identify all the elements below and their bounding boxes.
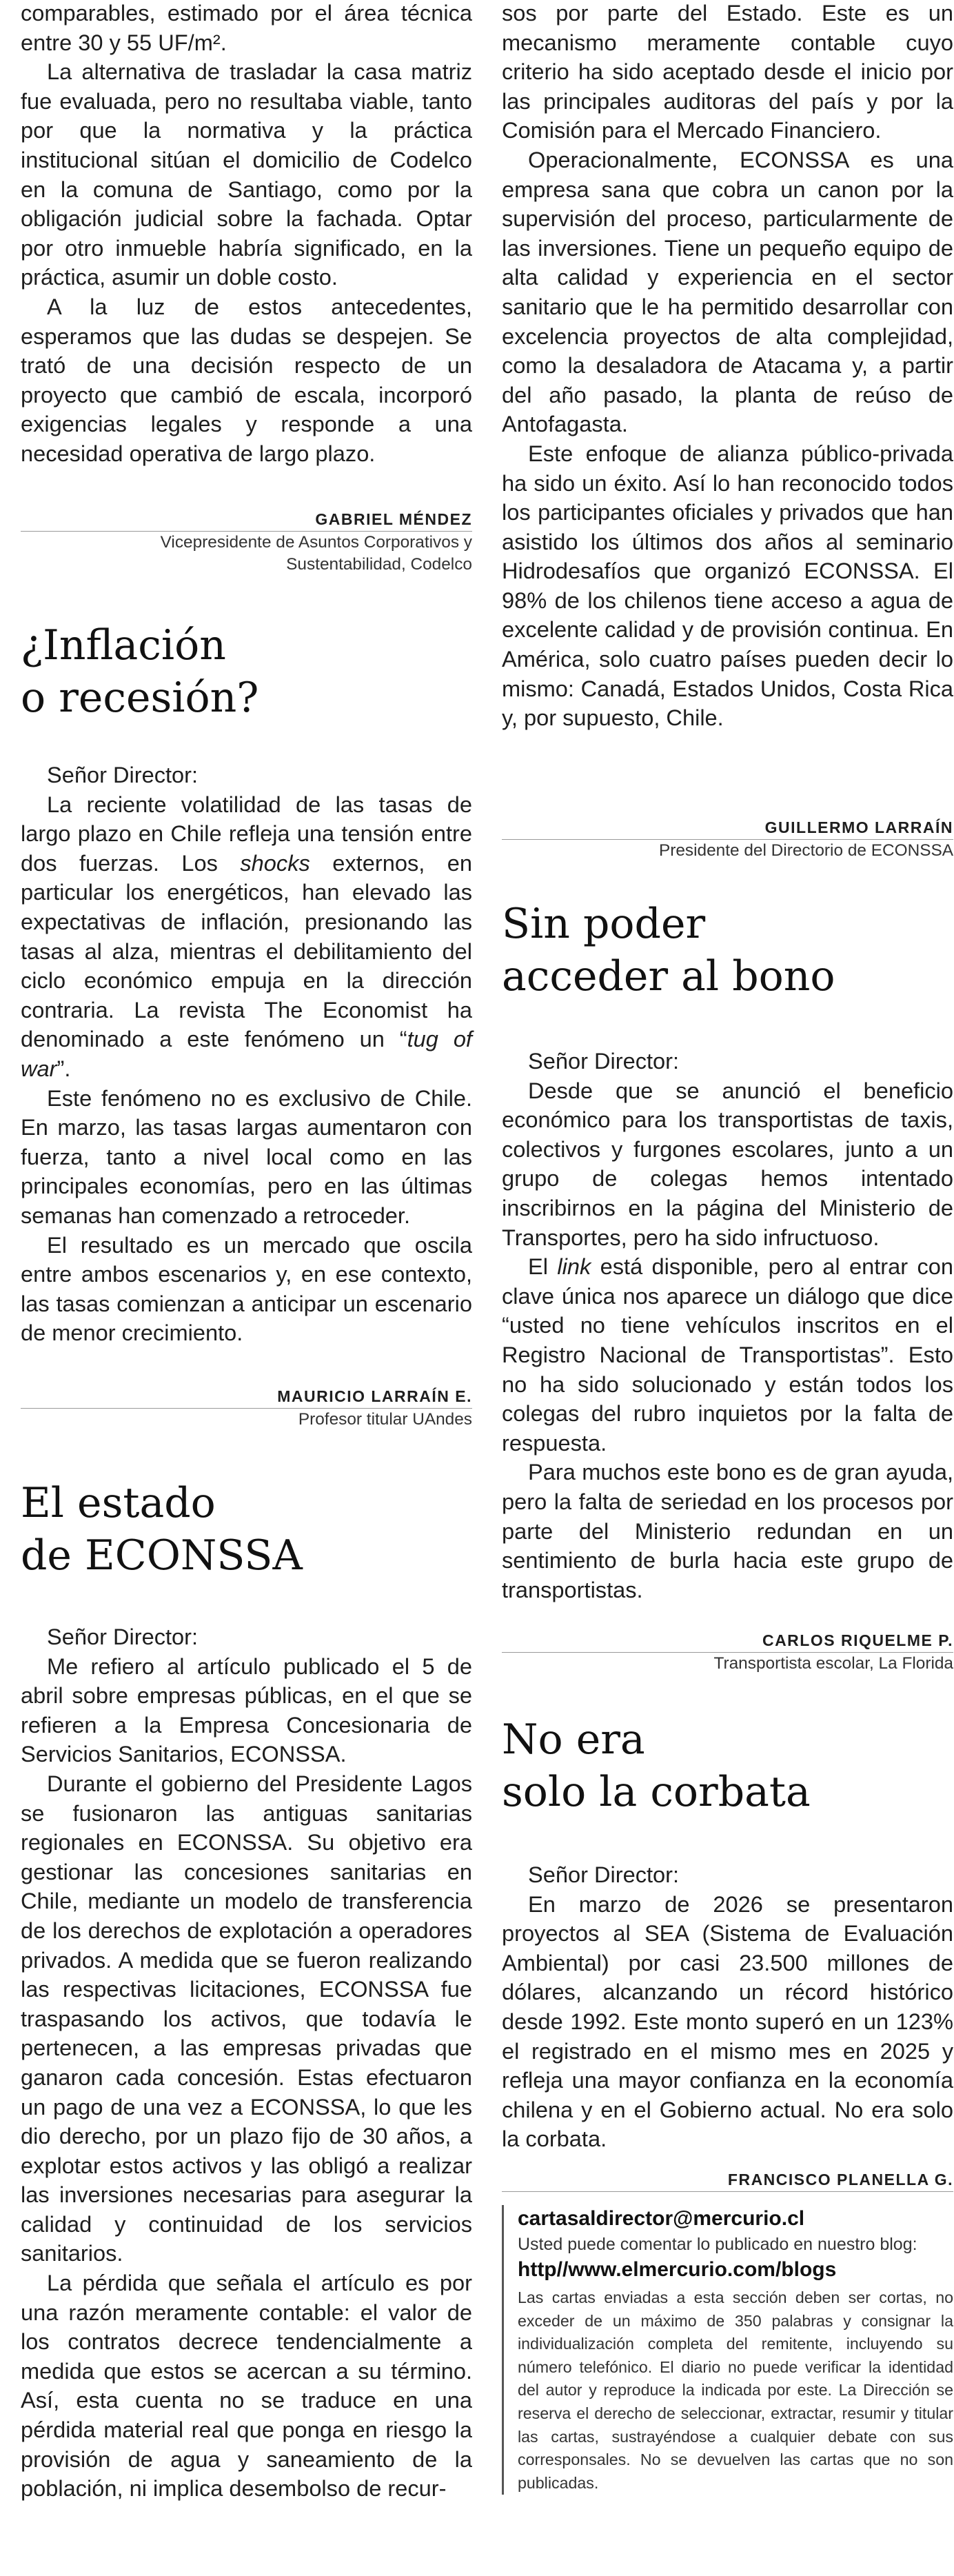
headline-line: El estado: [21, 1479, 216, 1527]
inflation-headline: [21, 619, 472, 724]
headline-line: No era: [502, 1715, 645, 1764]
headline-line: Sin poder: [502, 900, 706, 948]
econssa-continued-body: [502, 0, 953, 733]
econssa-paragraph: sos por parte del Estado. Este es un mecanismo meramente contable cuyo criterio ha sido aceptado desde el inicio por las principales auditoras del país y por la Comisión para el Mercado Financiero.: [502, 0, 953, 143]
headline-line: solo la corbata: [502, 1768, 811, 1816]
bono-letter-signature: [502, 1630, 953, 1675]
econssa-paragraph: Este enfoque de alianza público-privada ha sido un éxito. Así lo han reconocido todos los participantes oficiales y privados que han asistido los últimos dos años al seminario Hidrodesafíos que organizó ECONSSA. El 98% de los chilenos tiene acceso a agua de excelente calidad y de provisión continua. En América, solo cuatro países pueden decir lo mismo: Canadá, Estados Unidos, Costa Rica y, por supuesto, Chile.: [502, 440, 953, 731]
corbata-letter-body: [502, 1860, 953, 2154]
signature-divider: [502, 2191, 953, 2192]
letters-contact-box: [502, 2205, 953, 2495]
econssa-paragraph: Me refiero al artículo publicado el 5 de abril sobre empresas públicas, en el que se refieren a la Empresa Concesionaria de Servicios Sanitarios, ECONSSA.: [21, 1653, 472, 1767]
signature-name: GABRIEL MÉNDEZ: [315, 510, 472, 528]
signature-name: CARLOS RIQUELME P.: [762, 1631, 953, 1649]
bono-paragraph: [502, 1252, 953, 1458]
letters-rules-text: Las cartas enviadas a esta sección deben ser cortas, no exceder de un máximo de 350 palabras y consignar la individualización completa del remitente, incluyendo su número telefónico. El diario no puede verificar la identidad del autor y reproduce la indicada por este. La Dirección se reserva el derecho de seleccionar, extractar, resumir y titular las cartas, sustrayéndose a cualquier debate con sus corresponsales. No se devuelven las cartas que no son publicadas.: [518, 2288, 953, 2492]
letter-greeting: Señor Director:: [47, 762, 199, 787]
blog-url-link[interactable]: http//www.elmercurio.com/blogs: [518, 2258, 837, 2281]
inflation-paragraph: Este fenómeno no es exclusivo de Chile. En marzo, las tasas largas aumentaron con fuerza, tanto a nivel local como en las principales economías, pero en las últimas semanas han comenzado a retroceder.: [21, 1085, 472, 1228]
signature-role: Transportista escolar, La Florida: [713, 1654, 953, 1673]
signature-role: Vicepresidente de Asuntos Corporativos y: [160, 533, 472, 552]
econssa-letter-body: [21, 1622, 472, 2504]
econssa-paragraph: La pérdida que señala el artículo es por una razón meramente contable: el valor de los contratos decrece tendencialmente a medida que estos se acercan a su término. Así, esta cuenta no se traduce en una pérdida material real que ponga en riesgo la provisión de agua y saneamiento de la población, ni implica desembolso de recur-: [21, 2270, 472, 2502]
inflation-letter-body: [21, 761, 472, 1348]
text-run: El: [528, 1254, 558, 1280]
econssa-paragraph: Durante el gobierno del Presidente Lagos se fusionaron las antiguas sanitarias regionales en ECONSSA. Su objetivo era gestionar las concesiones sanitarias en Chile, mediante un modelo de transferencia de los derechos de explotación a operadores privados. A medida que se fueron realizando las respectivas licitaciones, ECONSSA fue traspasando los activos, que todavía le pertenecen, a las empresas privadas que ganaron cada concesión. Estas efectuaron un pago de una vez a ECONSSA, lo que les dio derecho, por un plazo fijo de 30 años, a explotar estos activos y las obligó a realizar las inversiones necesarias para asegurar la calidad y continuidad de los servicios sanitarios.: [21, 1770, 472, 2266]
intro-letter-paragraph: A la luz de estos antecedentes, esperamos que las dudas se despejen. Se trató de una decisión respecto de un proyecto que cambió de escala, incorporó exigencias legales y responde a una necesidad operativa de largo plazo.: [21, 293, 472, 466]
signature-name: FRANCISCO PLANELLA G.: [727, 2171, 953, 2188]
headline-line: de ECONSSA: [21, 1531, 303, 1580]
signature-name: GUILLERMO LARRAÍN: [764, 818, 953, 836]
intro-letter-signature: [21, 509, 472, 576]
signature-name: MAURICIO LARRAÍN E.: [277, 1387, 472, 1405]
econssa-headline: [21, 1477, 472, 1582]
bono-paragraph: Desde que se anunció el beneficio económico para los transportistas de taxis, colectivos y furgones escolares, junto a un grupo de colegas hemos intentado inscribirnos en la página del Ministerio de Transportes, pero ha sido infructuoso.: [502, 1077, 953, 1250]
headline-line: acceder al bono: [502, 952, 835, 1000]
italic-term: link: [557, 1254, 591, 1280]
italic-term: shocks: [240, 849, 310, 876]
econssa-letter-signature: [502, 817, 953, 862]
inflation-paragraph: [21, 790, 472, 1084]
letters-email-link[interactable]: cartasaldirector@mercurio.cl: [518, 2207, 805, 2230]
blog-intro-text: Usted puede comentar lo publicado en nuestro blog:: [518, 2235, 917, 2254]
italic-term: tug of war: [21, 1026, 472, 1081]
text-run: La reciente volatilidad de las tasas de largo plazo en Chile refleja una tensión entre dos fuerzas. Los: [21, 791, 472, 876]
bono-headline: [502, 898, 953, 1003]
bono-paragraph: Para muchos este bono es de gran ayuda, pero la falta de seriedad en los procesos por parte del Ministerio redundan en un sentimiento de burla hacia este grupo de transportistas.: [502, 1459, 953, 1602]
signature-role: Profesor titular UAndes: [298, 1410, 472, 1429]
letter-greeting: Señor Director:: [47, 1624, 199, 1649]
inflation-letter-signature: [21, 1386, 472, 1431]
text-run: ”.: [57, 1055, 71, 1081]
text-run: está disponible, pero al entrar con clave única nos aparece un diálogo que dice “usted no tiene vehículos inscritos en el Registro Nacional de Transportistas”. Esto no ha sido solucionado y están todos los colegas del rubro inquietos por la falta de respuesta.: [502, 1254, 953, 1456]
intro-letter-paragraph: La alternativa de trasladar la casa matriz fue evaluada, pero no resultaba viable, tanto por que la normativa y la práctica institucional sitúan el domicilio de Codelco en la comuna de Santiago, como por la obligación judicial sobre la fachada. Optar por otro inmueble habría significado, en la práctica, asumir un doble costo.: [21, 59, 472, 290]
inflation-paragraph: El resultado es un mercado que oscila entre ambos escenarios y, en ese contexto, las tasas comienzan a anticipar un escenario de menor crecimiento.: [21, 1231, 472, 1346]
headline-line: o recesión?: [21, 674, 259, 722]
intro-letter-paragraph: comparables, estimado por el área técnica entre 30 y 55 UF/m².: [21, 0, 472, 55]
letter-greeting: Señor Director:: [528, 1048, 680, 1074]
signature-role: Presidente del Directorio de ECONSSA: [658, 841, 953, 860]
headline-line: ¿Inflación: [21, 621, 226, 670]
bono-letter-body: [502, 1047, 953, 1604]
signature-role: Sustentabilidad, Codelco: [286, 555, 472, 574]
corbata-headline: [502, 1713, 953, 1818]
letter-greeting: Señor Director:: [528, 1862, 680, 1887]
econssa-paragraph: Operacionalmente, ECONSSA es una empresa sana que cobra un canon por la supervisión del proceso, particularmente de las inversiones. Tiene un pequeño equipo de alta calidad y experiencia en el sector sanitario que le ha permitido desarrollar con excelencia proyectos de alta complejidad, como la desaladora de Atacama y, a partir del año pasado, la planta de reúso de Antofagasta.: [502, 146, 953, 437]
corbata-letter-signature: [502, 2169, 953, 2192]
corbata-paragraph: En marzo de 2026 se presentaron proyectos al SEA (Sistema de Evaluación Ambiental) por casi 23.500 millones de dólares, alcanzando un récord histórico desde 1992. Este monto superó en un 123% el registrado en el mismo mes en 2025 y refleja una mayor confianza en la economía chilena y en el Gobierno actual. No era solo la corbata.: [502, 1891, 953, 2152]
intro-letter-body: [21, 0, 472, 469]
text-run: externos, en particular los energéticos, han elevado las expectativas de inflación, presionando las tasas al alza, mientras el debilitamiento del ciclo económico empuja en la dirección contraria. La revista The Economist ha denominado a este fenómeno un “: [21, 849, 473, 1052]
